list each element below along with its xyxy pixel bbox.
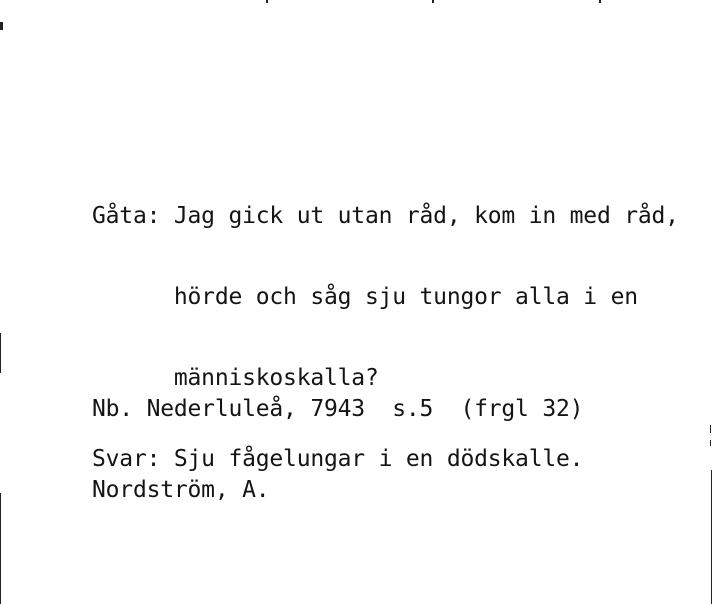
riddle-line: Gåta: Jag gick ut utan råd, kom in med råd,	[92, 203, 679, 229]
answer-line: Svar: Sju fågelungar i en dödskalle.	[92, 446, 584, 472]
scan-edge-mark	[266, 0, 268, 3]
source-line: Nb. Nederluleå, 7943 s.5 (frgl 32)	[92, 396, 584, 422]
riddle-line: människoskalla?	[92, 365, 379, 391]
source-reference	[92, 342, 583, 558]
scan-edge-mark	[0, 22, 3, 30]
riddle-line: hörde och såg sju tungor alla i en	[92, 284, 638, 310]
scan-edge-mark	[0, 333, 1, 373]
scan-edge-mark	[710, 425, 711, 433]
scan-edge-mark	[599, 0, 601, 3]
collector-name: Nordström, A.	[92, 477, 270, 503]
scan-edge-mark	[711, 470, 712, 604]
scan-edge-mark	[0, 493, 1, 604]
scan-edge-mark	[432, 0, 434, 3]
scan-edge-mark	[710, 440, 711, 446]
